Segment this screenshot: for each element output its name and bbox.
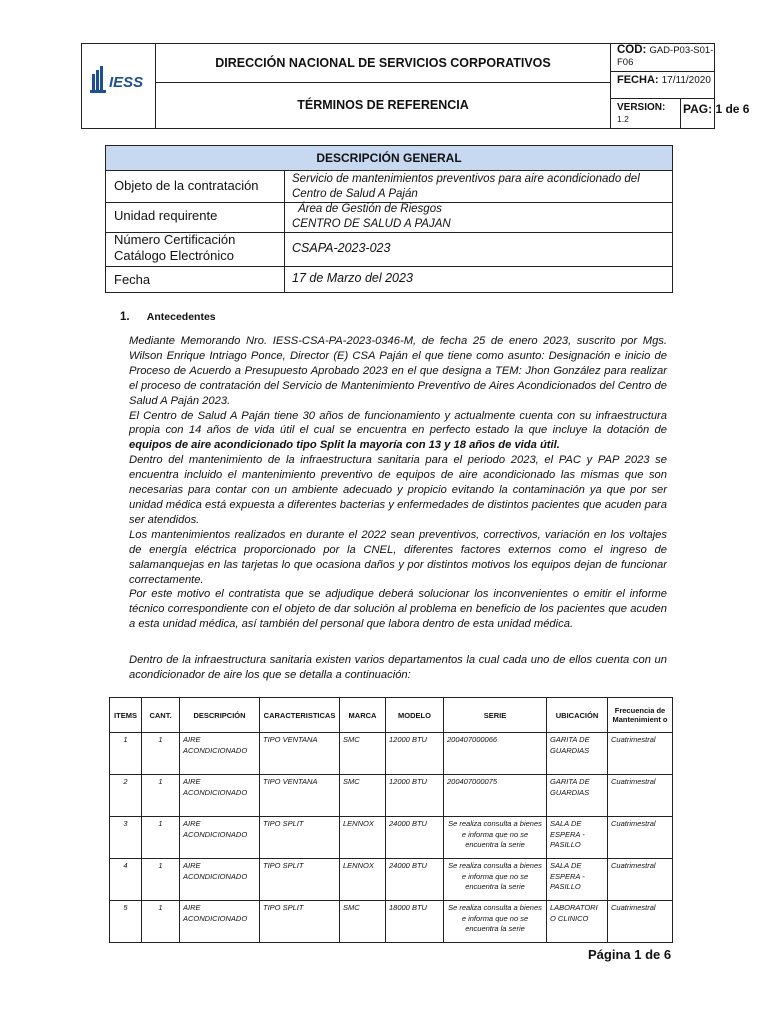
page-value: 1 de 6 [715, 102, 750, 116]
value-objeto-line1: Servicio de mantenimientos preventivos para aire acondicionado del [292, 173, 640, 185]
label-unidad: Unidad requirente [114, 208, 218, 223]
table-row: 5 1 AIRE ACONDICIONADO TIPO SPLIT SMC 18000 BTU Se realiza consulta a bienes e informa que no se encuentra la serie LABORATORI O CLINICO Cuatrimestral [110, 901, 673, 943]
header-frecuencia: Frecuencia de Mantenimient o [608, 698, 673, 733]
paragraph-4: Los mantenimientos realizados en durante el 2022 sean preventivos, correctivos, variación en los voltajes de energía eléctrica proporcionado por la CNEL, diferentes factores externos como el ingreso de salamanquejas en las tarjetas lo que ocasiona daños y por distintos motivos los equipos dejan de funcionar correctamente. [129, 528, 667, 586]
iess-logo-icon [82, 44, 156, 128]
value-certificacion: CSAPA-2023-023 [292, 241, 391, 255]
table-row: 4 1 AIRE ACONDICIONADO TIPO SPLIT LENNOX 24000 BTU Se realiza consulta a bienes e informa que no se encuentra la serie SALA DE ESPERA - PASILLO Cuatrimestral [110, 859, 673, 901]
table-row: 2 1 AIRE ACONDICIONADO TIPO VENTANA SMC 12000 BTU 200407000075 GARITA DE GUARDIAS Cuatrimestral [110, 775, 673, 817]
page-footer: Página 1 de 6 [588, 947, 672, 962]
version-value: 1.2 [617, 114, 629, 124]
header-modelo: MODELO [386, 698, 444, 733]
table-header-row [110, 698, 673, 733]
paragraph-1: Mediante Memorando Nro. IESS-CSA-PA-2023-0346-M, de fecha 25 de enero 2023, suscrito por Mgs. Wilson Enrique Intriago Ponce, Director (E) CSA Paján el que tiene como asunto: Designación e inicio de Proceso de Acuerdo a Presupuesto Aprobado 2023 en el que designa a TEM: Jhon González para realizar el proceso de contratación del Servicio de Mantenimiento Preventivo de Aires Acondicionados del Centro de Salud A Paján 2023. [129, 335, 667, 407]
header-caracteristicas: CARACTERISTICAS [260, 698, 340, 733]
version-cell: VERSION: 1.2 [611, 98, 681, 128]
label-certificacion: Número Certificación [114, 232, 236, 247]
value-objeto-line2: Centro de Salud A Paján [292, 188, 418, 200]
section-heading [120, 311, 216, 323]
header-cant: CANT. [142, 698, 180, 733]
general-description-table [105, 145, 673, 293]
header-title-block [156, 44, 611, 128]
label-objeto: Objeto de la contratación [114, 178, 259, 193]
header-meta-block [611, 44, 750, 128]
svg-text:IESS: IESS [109, 74, 144, 91]
general-description-heading: DESCRIPCIÓN GENERAL [106, 146, 672, 171]
value-fecha: 17 de Marzo del 2023 [292, 271, 413, 285]
document-title: TÉRMINOS DE REFERENCIA [297, 98, 469, 112]
value-unidad-line2: CENTRO DE SALUD A PAJAN [292, 218, 451, 230]
antecedentes-body [129, 334, 667, 632]
label-catalogo: Catálogo Electrónico [114, 248, 234, 263]
cod-cell: COD: GAD-P03-S01-F06 [611, 44, 714, 72]
paragraph-5: Por este motivo el contratista que se adjudique deberá solucionar los inconvenientes o emitir el informe técnico correspondiente con el objeto de dar solución al problema en beneficio de los pacientes que acuden a esta unidad médica, así también del personal que labora dentro de esta unidad médica. [129, 588, 667, 631]
paragraph-2: El Centro de Salud A Paján tiene 30 años de funcionamiento y actualmente cuenta con su infraestructura propia con 14 años de vida útil el cual se encuentra en perfecto estado la que incluye la dotación de equipos de aire acondicionado tipo Split la mayoría con 13 y 18 años de vida útil. [129, 409, 667, 452]
value-unidad-line1: Área de Gestión de Riesgos [298, 203, 442, 215]
iess-logo [82, 44, 156, 128]
fecha-cell: FECHA: 17/11/2020 [617, 74, 711, 86]
table-row: 3 1 AIRE ACONDICIONADO TIPO SPLIT LENNOX 24000 BTU Se realiza consulta a bienes e informa que no se encuentra la serie SALA DE ESPERA - PASILLO Cuatrimestral [110, 817, 673, 859]
header-items: ITEMS [110, 698, 142, 733]
paragraph-3: Dentro del mantenimiento de la infraestructura sanitaria para el periodo 2023, el PAC y PAP 2023 se encuentra incluido el mantenimiento preventivo de equipos de aire acondicionado las mismas que son necesarias para contar con un ambiente adecuado y propicio evitando la contaminación ya que por ser unidad médica está expuesta a diferentes bacterias y enfermedades de distintos pacientes que acuden para ser atendidos. [129, 454, 667, 526]
institution-name: DIRECCIÓN NACIONAL DE SERVICIOS CORPORATIVOS [156, 44, 610, 83]
section-number: 1. [120, 311, 130, 323]
header-marca: MARCA [340, 698, 386, 733]
header-descripcion: DESCRIPCIÓN [180, 698, 260, 733]
table-row: 1 1 AIRE ACONDICIONADO TIPO VENTANA SMC 12000 BTU 200407000066 GARITA DE GUARDIAS Cuatrimestral [110, 733, 673, 775]
header-ubicacion: UBICACIÓN [547, 698, 608, 733]
header-serie: SERIE [444, 698, 547, 733]
page-cell: PAG: 1 de 6 [683, 102, 750, 116]
document-header [81, 43, 750, 129]
fecha-value: 17/11/2020 [661, 75, 711, 86]
section-title: Antecedentes [146, 311, 216, 323]
paragraph-6: Dentro de la infraestructura sanitaria existen varios departamentos la cual cada uno de ellos cuenta con un acondicionador de aire los que se detalla a continuación: [129, 654, 667, 681]
equipment-table [109, 697, 673, 943]
label-fecha: Fecha [114, 272, 151, 287]
cod-value: GAD-P03-S01-F06 [617, 45, 714, 68]
